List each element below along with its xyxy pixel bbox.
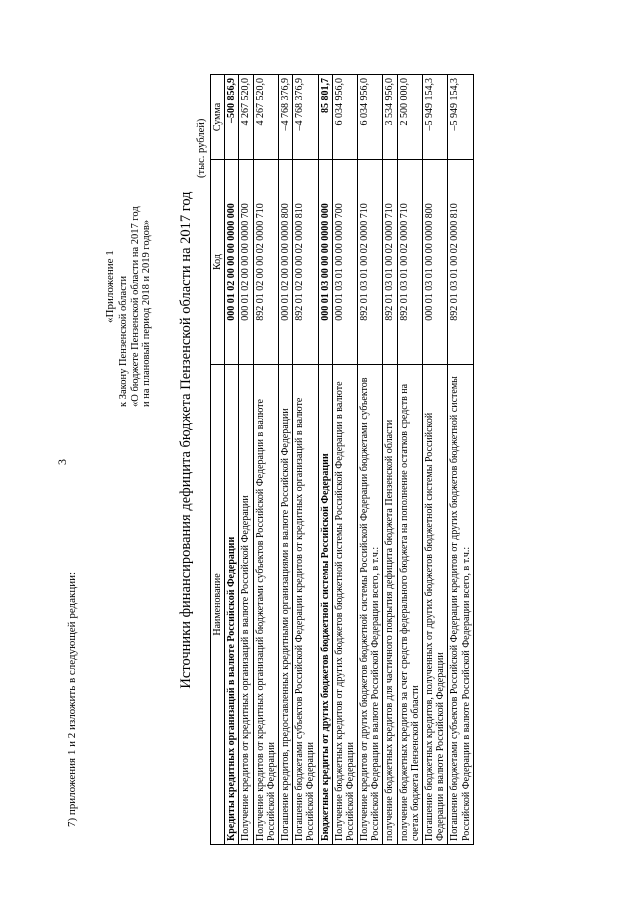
row-amount: 85 801,7 — [318, 75, 332, 160]
row-amount: –500 856,9 — [225, 75, 239, 160]
law-line: «О бюджете Пензенской области на 2017 год — [129, 206, 141, 407]
law-reference — [118, 206, 153, 407]
row-code: 892 01 02 00 00 02 0000 710 — [253, 160, 278, 365]
table-row — [225, 75, 239, 845]
row-amount: –5 949 154,3 — [423, 75, 448, 160]
row-code: 000 01 02 00 00 00 0000 700 — [239, 160, 253, 365]
law-line: к Закону Пензенской области — [118, 275, 129, 407]
column-header-name: Наименование — [211, 365, 225, 845]
row-amount: 2 500 000,0 — [397, 75, 422, 160]
table-row — [239, 75, 253, 845]
row-amount: –4 768 376,9 — [293, 75, 318, 160]
table-row — [423, 75, 448, 845]
row-name: Погашение бюджетных кредитов, полученных от других бюджетов бюджетной системы Российской Федерации в валюте Российской Федерации — [423, 365, 448, 845]
row-amount: 4 267 520,0 — [253, 75, 278, 160]
row-amount: 3 534 956,0 — [383, 75, 397, 160]
row-code: 000 01 03 01 00 00 0000 700 — [332, 160, 357, 365]
units-label: (тыс. рублей) — [196, 118, 207, 178]
row-name: Кредиты кредитных организаций в валюте Российской Федерации — [225, 365, 239, 845]
row-name: Получение кредитов от кредитных организаций бюджетами субъектов Российской Федерации в валюте Российской Федерации — [253, 365, 278, 845]
row-name: Бюджетные кредиты от других бюджетов бюджетной системы Российской Федерации — [318, 365, 332, 845]
row-code: 000 01 03 01 00 00 0000 800 — [423, 160, 448, 365]
table-header-row — [211, 75, 225, 845]
row-code: 892 01 03 01 00 02 0000 810 — [448, 160, 473, 365]
row-code: 000 01 02 00 00 00 0000 000 — [225, 160, 239, 365]
table-row — [448, 75, 473, 845]
table-row — [318, 75, 332, 845]
row-name: Погашение бюджетами субъектов Российской Федерации кредитов от кредитных организаций в валюте Российской Федерации — [293, 365, 318, 845]
column-header-code: Код — [211, 160, 225, 365]
row-amount: –5 949 154,3 — [448, 75, 473, 160]
row-code: 000 01 02 00 00 00 0000 800 — [278, 160, 292, 365]
row-code: 892 01 03 01 00 02 0000 710 — [383, 160, 397, 365]
row-code: 892 01 02 00 00 02 0000 810 — [293, 160, 318, 365]
row-amount: 6 034 956,0 — [358, 75, 383, 160]
appendix-label: «Приложение 1 — [104, 250, 116, 323]
row-name: получение бюджетных кредитов для частичного покрытия дефицита бюджета Пензенской области — [383, 365, 397, 845]
table-row — [383, 75, 397, 845]
table-row — [358, 75, 383, 845]
row-code: 892 01 03 01 00 02 0000 710 — [358, 160, 383, 365]
table-row — [397, 75, 422, 845]
law-line: и на плановый период 2018 и 2019 годов» — [141, 219, 153, 407]
intro-text: 7) приложения 1 и 2 изложить в следующей редакции: — [66, 571, 78, 827]
document-title: Источники финансирования дефицита бюджета Пензенской области на 2017 год — [178, 191, 194, 689]
row-code: 892 01 03 01 00 02 0000 710 — [397, 160, 422, 365]
table-row — [293, 75, 318, 845]
row-name: Погашение бюджетами субъектов Российской Федерации кредитов от других бюджетов бюджетной системы Российской Федерации в валюте Российской Федерации всего, в т.ч.: — [448, 365, 473, 845]
table-row — [278, 75, 292, 845]
row-amount: 4 267 520,0 — [239, 75, 253, 160]
row-amount: –4 768 376,9 — [278, 75, 292, 160]
row-code: 000 01 03 00 00 00 0000 000 — [318, 160, 332, 365]
row-name: Получение кредитов от кредитных организаций в валюте Российской Федерации — [239, 365, 253, 845]
table-row — [253, 75, 278, 845]
row-name: Получение кредитов от других бюджетов бюджетной системы Российской Федерации бюджетами субъектов Российской Федерации в валюте Российской Федерации всего, в т.ч.: — [358, 365, 383, 845]
column-header-amount: Сумма — [211, 75, 225, 160]
row-name: Получение бюджетных кредитов от других бюджетов бюджетной системы Российской Федерации в валюте Российской Федерации — [332, 365, 357, 845]
financing-table — [210, 74, 474, 845]
table-row — [332, 75, 357, 845]
row-amount: 6 034 956,0 — [332, 75, 357, 160]
page-number: 3 — [55, 459, 69, 465]
row-name: получение бюджетных кредитов за счет средств федерального бюджета на пополнение остатков средств на счетах бюджета Пензенской области — [397, 365, 422, 845]
row-name: Погашение кредитов, предоставленных кредитными организациями в валюте Российской Федерации — [278, 365, 292, 845]
